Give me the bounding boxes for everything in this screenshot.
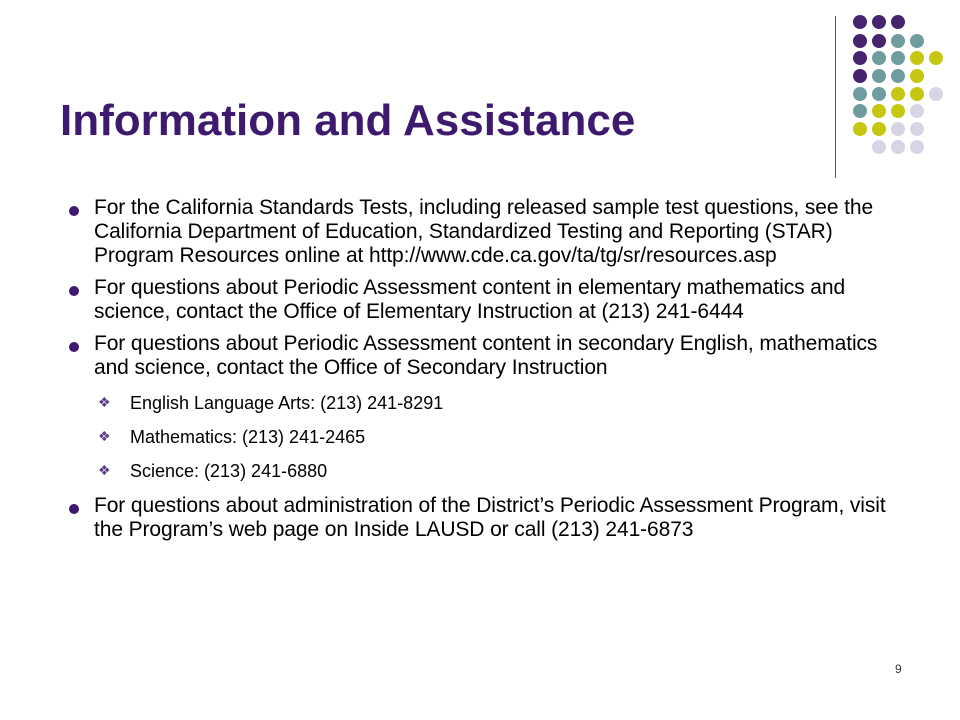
decor-dot <box>929 87 943 101</box>
sub-bullet-item <box>94 426 900 448</box>
bullet-text: For questions about administration of the District’s Periodic Assessment Program, visit the Program’s web page on Inside LAUSD or call (213) 241-6873 <box>94 494 886 541</box>
bullet-dot-icon <box>69 286 79 296</box>
bullet-text: For the California Standards Tests, including released sample test questions, see the California Department of Education, Standardized Testing and Reporting (STAR) Program Resources online at http://www.cde.ca.gov/ta/tg/sr/resources.asp <box>94 196 874 267</box>
diamond-bullet-icon: ❖ <box>98 462 111 478</box>
decor-dot <box>872 87 886 101</box>
decor-dot <box>872 140 886 154</box>
diamond-bullet-icon: ❖ <box>98 394 111 410</box>
decor-dot <box>872 15 886 29</box>
decor-dot <box>872 34 886 48</box>
decor-dot <box>910 122 924 136</box>
slide-title: Information and Assistance <box>60 96 636 145</box>
decor-dot <box>910 87 924 101</box>
decor-dot <box>872 104 886 118</box>
bullet-item <box>60 276 900 324</box>
bullet-item <box>60 196 900 268</box>
diamond-bullet-icon: ❖ <box>98 428 111 444</box>
sub-bullet-text: Mathematics: (213) 241-2465 <box>130 427 366 447</box>
page-number: 9 <box>895 662 902 676</box>
decor-dot <box>891 87 905 101</box>
decor-dot <box>853 87 867 101</box>
decor-dot <box>872 122 886 136</box>
decor-dot <box>891 122 905 136</box>
decor-dot <box>853 34 867 48</box>
decor-dot <box>929 51 943 65</box>
sub-bullet-item <box>94 460 900 482</box>
decor-dot <box>910 34 924 48</box>
decor-dot <box>910 51 924 65</box>
bullet-dot-icon <box>69 206 79 216</box>
decor-dot <box>872 51 886 65</box>
bullet-item <box>60 332 900 482</box>
bullet-dot-icon <box>69 504 79 514</box>
bullet-dot-icon <box>69 342 79 352</box>
decor-dot <box>853 104 867 118</box>
decor-dot <box>891 140 905 154</box>
bullet-text: For questions about Periodic Assessment content in elementary mathematics and science, contact the Office of Elementary Instruction at (213) 241-6444 <box>94 276 846 323</box>
decor-dot <box>891 69 905 83</box>
decor-dot <box>891 15 905 29</box>
decor-dot <box>853 51 867 65</box>
sub-bullet-item <box>94 392 900 414</box>
decor-dot <box>853 69 867 83</box>
decor-dot <box>910 140 924 154</box>
decor-dot <box>891 51 905 65</box>
decor-dot <box>910 104 924 118</box>
sub-bullet-text: English Language Arts: (213) 241-8291 <box>130 393 444 413</box>
sub-bullet-list <box>94 392 900 482</box>
sub-bullet-text: Science: (213) 241-6880 <box>130 461 328 481</box>
decor-dot <box>891 104 905 118</box>
slide-body <box>60 196 900 550</box>
decor-dot <box>910 69 924 83</box>
decor-dot <box>853 15 867 29</box>
decor-dot <box>891 34 905 48</box>
bullet-list <box>60 196 900 542</box>
bullet-text: For questions about Periodic Assessment content in secondary English, mathematics and science, contact the Office of Secondary Instruction <box>94 332 878 379</box>
decor-dot <box>853 122 867 136</box>
title-divider-line <box>835 16 836 178</box>
bullet-item <box>60 494 900 542</box>
decor-dot <box>872 69 886 83</box>
